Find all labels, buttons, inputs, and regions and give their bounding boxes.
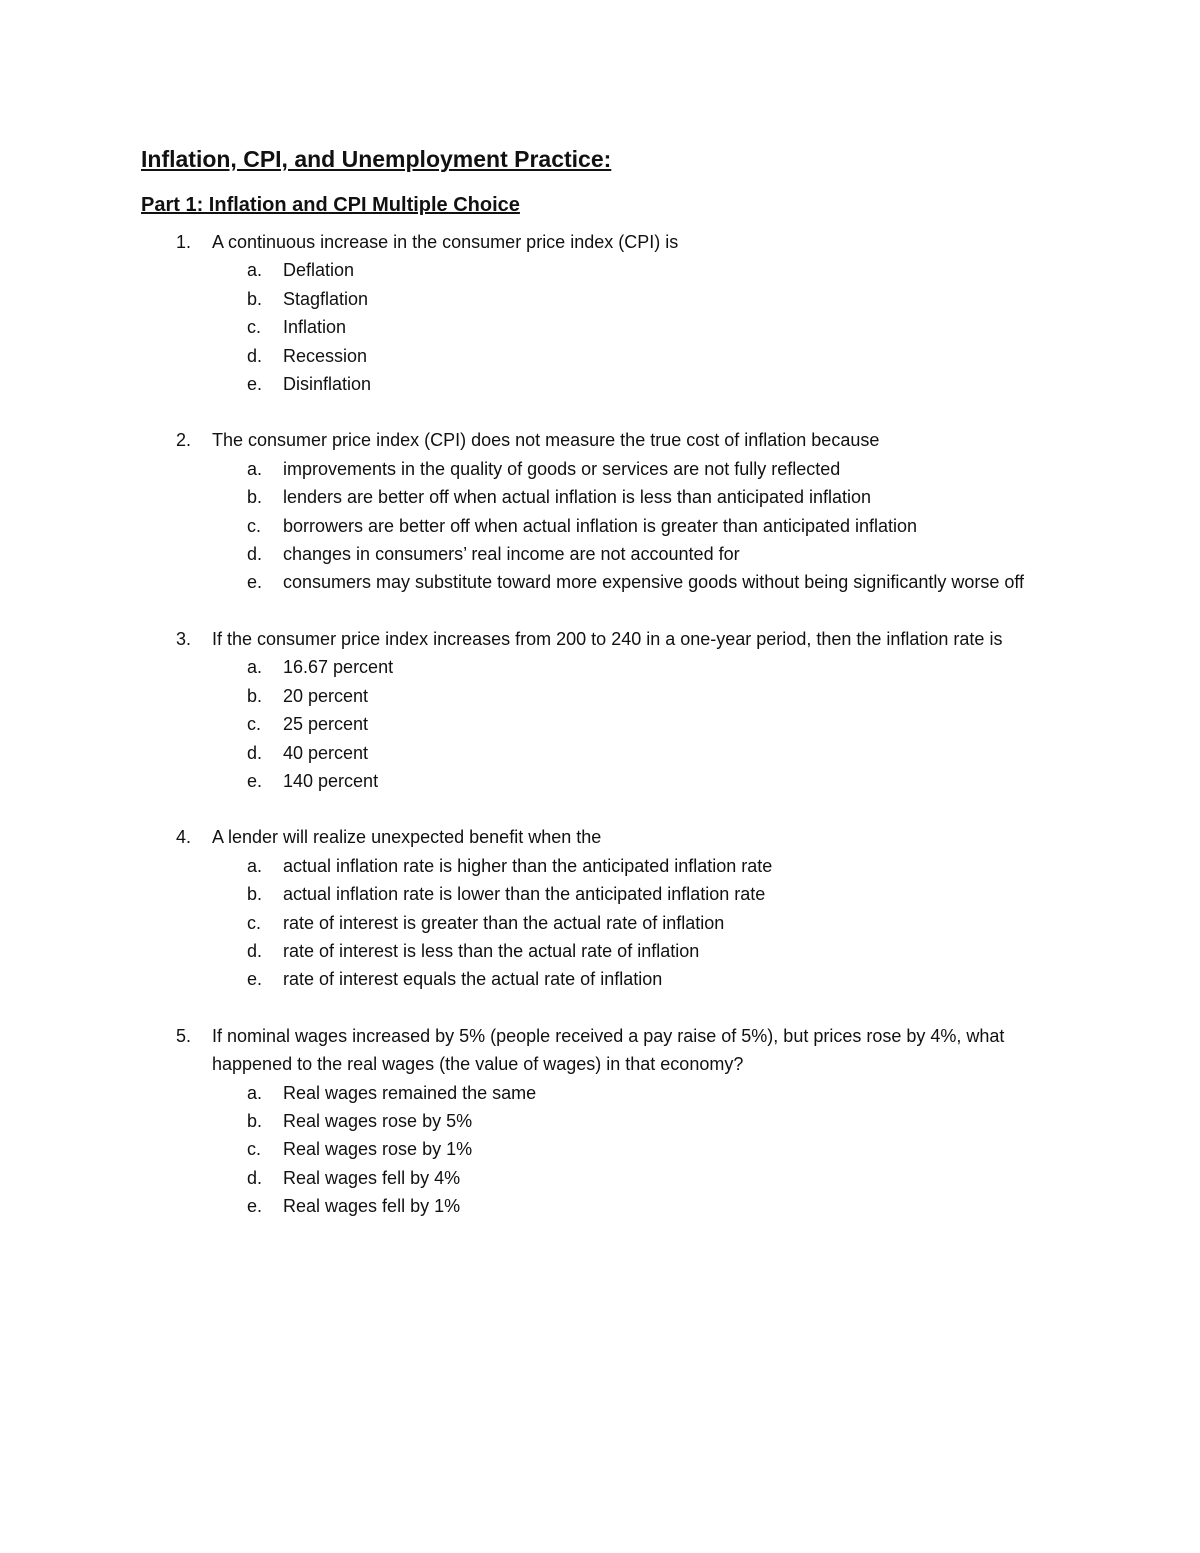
answer-option: [212, 483, 1041, 511]
answer-option: [212, 370, 1041, 398]
option-letter: c.: [247, 317, 262, 338]
document-content: [141, 142, 1041, 1249]
option-letter: c.: [247, 714, 262, 735]
question-list: [141, 228, 1041, 1221]
answer-option: [212, 342, 1041, 370]
answer-option: [212, 653, 1041, 681]
answer-option: [212, 285, 1041, 313]
option-text: 16.67 percent: [283, 657, 394, 678]
document-title: Inflation, CPI, and Unemployment Practice:: [141, 146, 612, 172]
answer-option: [212, 1135, 1041, 1163]
question-number: 4.: [176, 827, 192, 848]
question-2: [141, 426, 1041, 596]
answer-option: [212, 455, 1041, 483]
option-text: 25 percent: [283, 714, 369, 735]
answer-option: [212, 512, 1041, 540]
answer-option: [212, 767, 1041, 795]
option-text: borrowers are better off when actual inflation is greater than anticipated inflation: [283, 515, 918, 536]
option-text: Deflation: [283, 260, 355, 281]
answer-option: [212, 909, 1041, 937]
question-4: [141, 823, 1041, 993]
question-number: 5.: [176, 1025, 192, 1046]
answer-option: [212, 682, 1041, 710]
answer-option: [212, 568, 1041, 596]
option-letter: b.: [247, 487, 263, 508]
option-letter: d.: [247, 940, 263, 961]
option-text: Real wages fell by 4%: [283, 1167, 461, 1188]
question-text: If the consumer price index increases from 200 to 240 in a one-year period, then the inflation rate is: [212, 628, 1003, 649]
question-number: 2.: [176, 430, 192, 451]
option-text: consumers may substitute toward more expensive goods without being significantly worse off: [283, 572, 1025, 593]
option-letter: e.: [247, 1196, 263, 1217]
answer-options: [212, 455, 1041, 597]
answer-option: [212, 937, 1041, 965]
option-letter: d.: [247, 742, 263, 763]
answer-option: [212, 313, 1041, 341]
answer-option: [212, 739, 1041, 767]
option-letter: b.: [247, 1110, 263, 1131]
question-number: 3.: [176, 628, 192, 649]
answer-options: [212, 653, 1041, 795]
option-text: Real wages rose by 5%: [283, 1110, 473, 1131]
option-text: Real wages fell by 1%: [283, 1196, 461, 1217]
option-text: actual inflation rate is higher than the anticipated inflation rate: [283, 855, 773, 876]
option-letter: d.: [247, 1167, 263, 1188]
option-letter: e.: [247, 374, 263, 395]
answer-option: [212, 710, 1041, 738]
option-letter: a.: [247, 657, 263, 678]
option-letter: a.: [247, 855, 263, 876]
option-letter: a.: [247, 260, 263, 281]
option-letter: c.: [247, 912, 262, 933]
question-text: A continuous increase in the consumer price index (CPI) is: [212, 232, 679, 252]
option-text: Stagflation: [283, 288, 369, 309]
part-1-title: Part 1: Inflation and CPI Multiple Choice: [141, 194, 520, 216]
option-letter: e.: [247, 572, 263, 593]
answer-option: [212, 1164, 1041, 1192]
option-text: 20 percent: [283, 685, 369, 706]
question-number: 1.: [176, 232, 192, 252]
option-text: Real wages remained the same: [283, 1082, 537, 1103]
answer-option: [212, 852, 1041, 880]
option-text: changes in consumers’ real income are not accounted for: [283, 544, 740, 565]
answer-options: [212, 852, 1041, 994]
question-text: A lender will realize unexpected benefit when the: [212, 827, 602, 848]
option-letter: d.: [247, 345, 263, 366]
option-text: Disinflation: [283, 374, 372, 395]
option-letter: b.: [247, 685, 263, 706]
answer-option: [212, 1079, 1041, 1107]
option-letter: b.: [247, 288, 263, 309]
option-text: Real wages rose by 1%: [283, 1139, 473, 1160]
option-letter: a.: [247, 458, 263, 479]
question-1: [141, 228, 1041, 398]
question-5: [141, 1022, 1041, 1221]
option-text: lenders are better off when actual inflation is less than anticipated inflation: [283, 487, 872, 508]
option-text: Recession: [283, 345, 368, 366]
answer-option: [212, 880, 1041, 908]
option-letter: d.: [247, 544, 263, 565]
answer-option: [212, 1107, 1041, 1135]
option-text: 40 percent: [283, 742, 369, 763]
option-text: 140 percent: [283, 770, 379, 791]
option-letter: c.: [247, 515, 262, 536]
option-text: rate of interest equals the actual rate of inflation: [283, 969, 663, 990]
answer-option: [212, 1192, 1041, 1220]
option-text: improvements in the quality of goods or services are not fully reflected: [283, 458, 841, 479]
option-text: Inflation: [283, 317, 347, 338]
answer-option: [212, 540, 1041, 568]
option-letter: e.: [247, 969, 263, 990]
option-letter: b.: [247, 884, 263, 905]
question-3: [141, 625, 1041, 795]
option-text: actual inflation rate is lower than the anticipated inflation rate: [283, 884, 766, 905]
option-text: rate of interest is greater than the actual rate of inflation: [283, 912, 725, 933]
answer-options: [212, 1079, 1041, 1221]
option-text: rate of interest is less than the actual rate of inflation: [283, 940, 700, 961]
answer-options: [212, 256, 1041, 398]
option-letter: e.: [247, 770, 263, 791]
question-text: If nominal wages increased by 5% (people received a pay raise of 5%), but prices rose by 4%, what happened to the real wages (the value of wages) in that economy?: [212, 1025, 1005, 1075]
question-text: The consumer price index (CPI) does not measure the true cost of inflation because: [212, 430, 880, 451]
answer-option: [212, 256, 1041, 284]
answer-option: [212, 965, 1041, 993]
option-letter: a.: [247, 1082, 263, 1103]
option-letter: c.: [247, 1139, 262, 1160]
